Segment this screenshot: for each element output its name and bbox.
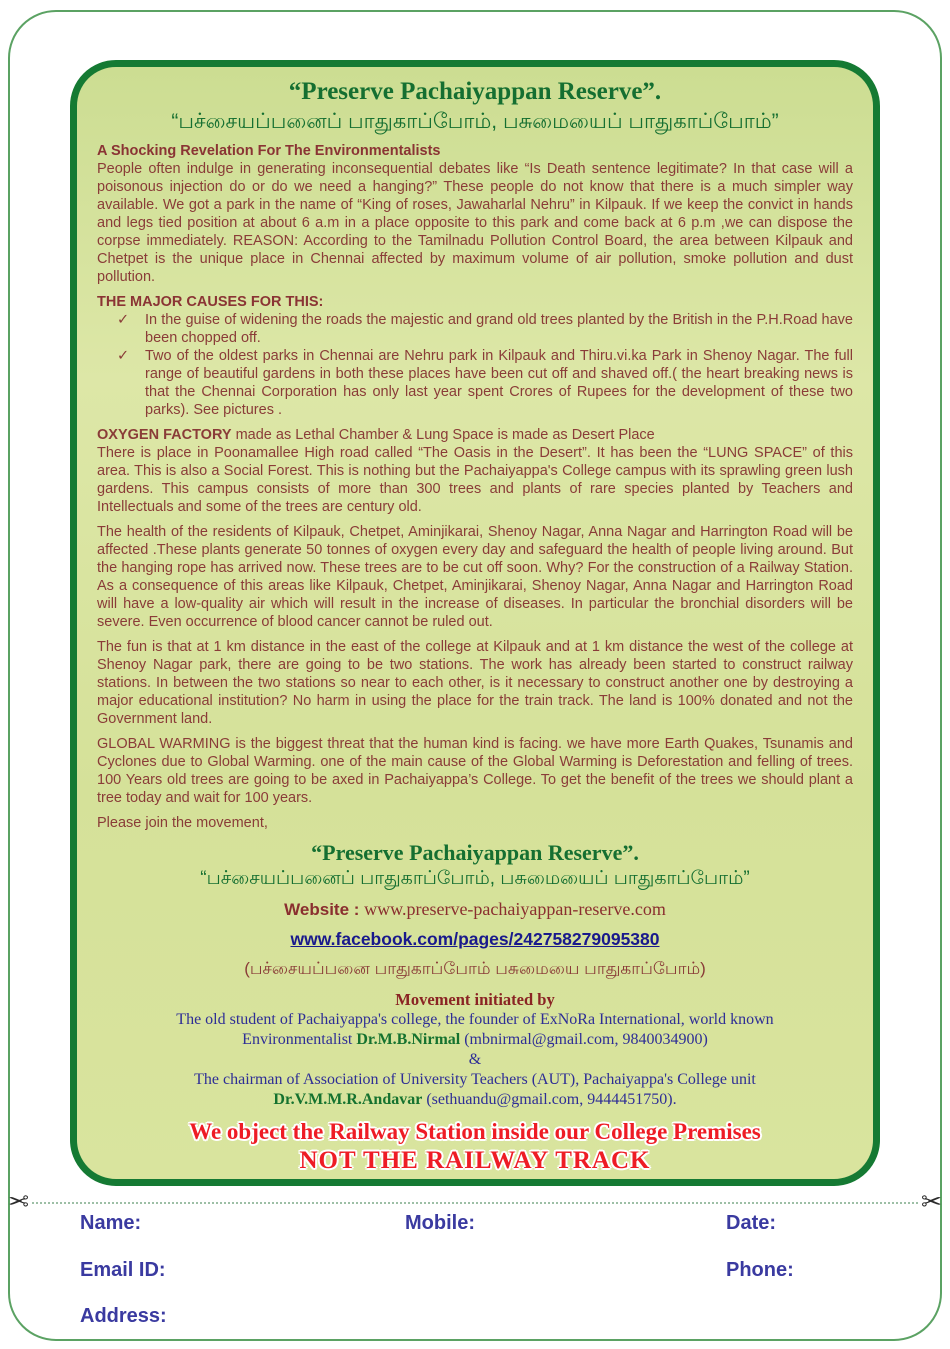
bullet-item-parks — [111, 347, 853, 419]
website-link[interactable]: www.preserve-pachaiyappan-reserve.com — [364, 899, 666, 919]
paragraph-death-sentence: People often indulge in generating inconsequential debates like “Is Death sentence legitimate? In that case will a poisonous injection do or do we need a hanging?” These people do not know that there is a much simpler way available. We got a park in the name of “King of roses, Jawaharlal Nehru” in Kilpauk. If we keep the convict in hands and legs tied position at about 6 a.m in a place opposite to this park and come back at 6 p.m ,we can dispose the corpse immediately. REASON: According to the Tamilnadu Pollution Control Board, the area between Kilpauk and Chetpet is the unique place in Chennai affected by maximum volume of air pollution, smoke pollution and dust pollution. — [97, 161, 853, 285]
objection-statement-line1: We object the Railway Station inside our College Premises — [189, 1119, 761, 1144]
credits-contact-andavar: (sethuandu@gmail.com, 9444451750). — [422, 1091, 677, 1108]
credits-line-nirmal — [97, 1030, 853, 1050]
paragraph-global-warming: GLOBAL WARMING is the biggest threat that the human kind is facing. we have more Earth Quakes, Tsunamis and Cyclones due to Global Warming. one of the main cause of the Global Warming is Deforestation and felling of trees. 100 Years old trees are going to be axed in Pachaiyappa’s College. To get the benefit of the trees we should plant a tree today and wait for 100 years. — [97, 736, 853, 806]
mobile-field-label: Mobile: — [405, 1212, 475, 1234]
cut-here-line — [0, 1190, 950, 1220]
paragraph-two-stations: The fun is that at 1 km distance in the east of the college at Kilpauk and at 1 km distance the west of the college at Shenoy Nagar park, there are going to be two stations. The work has already been started to construct railway stations. In between the two stations so near to each other, is it necessary to construct another one by destroying a major educational institution? No harm in using the place for the train track. The land is 100% donated and not the Government land. — [97, 639, 853, 727]
bullet-item-roads — [111, 311, 853, 347]
credits-line-old-student: The old student of Pachaiyappa's college, the founder of ExNoRa International, world known — [176, 1011, 774, 1028]
movement-title-english: “Preserve Pachaiyappan Reserve”. — [311, 840, 639, 865]
paragraph-residents-health: The health of the residents of Kilpauk, Chetpet, Aminjikarai, Shenoy Nagar, Anna Nagar and Harrington Road will be affected .These plants generate 50 tonnes of oxygen every day and safeguard the health of people living around. But the hanging rope has arrived now. These trees are to be cut off soon. Why? For the construction of a Railway Station. As a consequence of this areas like Kilpauk, Chetpet, Aminjikarai, Shenoy Nagar, Anna Nagar and Harrington Road will have a low-quality air which will result in the increase of diseases. In particular the bronchial disorders will be severe. Even occurrence of blood cancer cannot be ruled out. — [97, 524, 853, 630]
bullet-text-parks: Two of the oldest parks in Chennai are Nehru park in Kilpauk and Thiru.vi.ka Park in Shenoy Nagar. The full range of beautiful gardens in both these places have been cut off and shaved off.( the heart breaking news is that the Chennai Corporation has only last year spent Crores of Rupees for the development of these two parks). See pictures . — [145, 348, 853, 418]
credits-name-andavar: Dr.V.M.M.R.Andavar — [273, 1091, 423, 1108]
credits-ampersand: & — [468, 1051, 482, 1068]
credits-line-chairman: The chairman of Association of University Teachers (AUT), Pachaiyappa's College unit — [194, 1071, 756, 1088]
checkmark-icon: ✓ — [117, 312, 130, 328]
flyer-panel — [70, 60, 880, 1186]
credits-environmentalist-label: Environmentalist — [242, 1031, 357, 1048]
email-field-label: Email ID: — [80, 1259, 166, 1281]
credits-name-nirmal: Dr.M.B.Nirmal — [356, 1031, 461, 1048]
paragraph-oasis: There is place in Poonamallee High road called “The Oasis in the Desert”. It has been the “LUNG SPACE” of this area. This is also a Social Forest. This is nothing but the Pachaiyappa's College campus with its sprawling green lush gardens. This campus consists of more than 300 trees and plants of rare species planted by Teachers and Intellectuals and some of the trees are century old. — [97, 445, 853, 515]
facebook-line — [97, 929, 853, 950]
website-line — [97, 899, 853, 920]
join-movement-line: Please join the movement, — [97, 815, 268, 831]
heading-oxygen-factory — [97, 426, 853, 444]
oxygen-factory-rest: made as Lethal Chamber & Lung Space is made as Desert Place — [231, 427, 655, 443]
name-field-label: Name: — [80, 1212, 142, 1234]
address-field-label: Address: — [80, 1305, 167, 1327]
flyer-title-english: “Preserve Pachaiyappan Reserve”. — [288, 78, 662, 105]
scissors-icon: ✂ — [8, 1188, 29, 1216]
flyer-title-tamil: “பச்சையப்பனைப் பாதுகாப்போம், பசுமையைப் பாதுகாப்போம்” — [171, 110, 779, 133]
oxygen-factory-bold: OXYGEN FACTORY — [97, 427, 232, 443]
credits-contact-nirmal: (mbnirmal@gmail.com, 9840034900) — [460, 1031, 708, 1048]
credits-heading: Movement initiated by — [395, 990, 555, 1009]
credits-line-andavar — [97, 1090, 853, 1110]
movement-title-tamil: “பச்சையப்பனைப் பாதுகாப்போம், பசுமையைப் பாதுகாப்போம்” — [200, 868, 750, 889]
phone-field-label: Phone: — [726, 1259, 794, 1281]
bullet-text-roads: In the guise of widening the roads the majestic and grand old trees planted by the British in the P.H.Road have been chopped off. — [145, 312, 853, 346]
scissors-icon: ✂ — [921, 1188, 942, 1216]
objection-statement-line2: NOT THE RAILWAY TRACK — [299, 1147, 651, 1174]
heading-shocking-revelation: A Shocking Revelation For The Environmentalists — [97, 143, 441, 159]
tamil-slogan-parenthetical: (பச்சையப்பனை பாதுகாப்போம் பசுமையை பாதுகாப்போம்) — [244, 959, 706, 978]
checkmark-icon: ✓ — [117, 348, 130, 364]
website-label: Website : — [284, 900, 365, 919]
heading-major-causes: THE MAJOR CAUSES FOR THIS: — [97, 294, 324, 310]
dotted-cut-line — [32, 1202, 918, 1204]
date-field-label: Date: — [726, 1212, 777, 1234]
credits-block — [97, 990, 853, 1110]
facebook-link[interactable]: www.facebook.com/pages/242758279095380 — [290, 929, 660, 949]
